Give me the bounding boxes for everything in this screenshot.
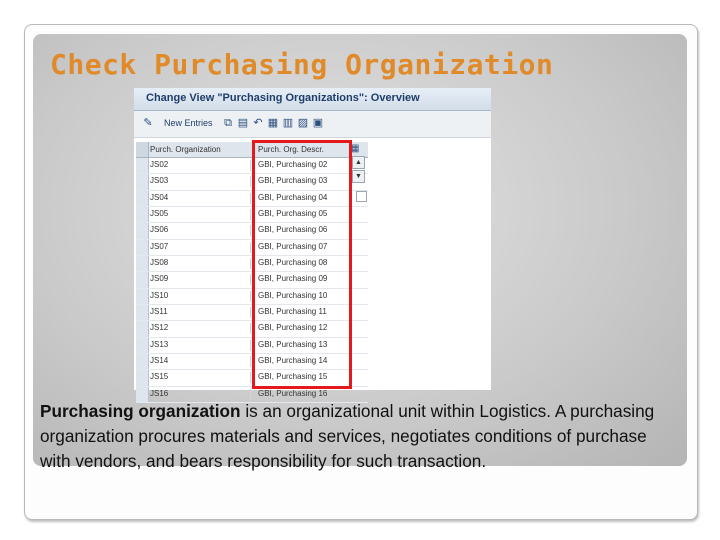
slide-title: Check Purchasing Organization <box>50 48 554 81</box>
org-descr-cell[interactable]: GBI, Purchasing 02 <box>258 160 328 169</box>
org-descr-cell[interactable]: GBI, Purchasing 16 <box>258 388 328 398</box>
org-code-cell: JS14 <box>150 356 251 367</box>
side-checkbox[interactable] <box>356 191 367 202</box>
row-selector[interactable] <box>136 191 149 206</box>
sap-window-title: Change View "Purchasing Organizations": Overview <box>146 92 420 104</box>
row-selector[interactable] <box>136 174 149 189</box>
org-code-cell: JS09 <box>150 274 251 285</box>
row-selector[interactable] <box>136 289 149 304</box>
new-entries-button[interactable]: New Entries <box>164 118 213 128</box>
org-code-cell: JS15 <box>150 372 251 383</box>
row-selector[interactable] <box>136 158 149 173</box>
new-entries-icon[interactable]: ✎ <box>143 117 153 129</box>
org-code-cell: JS04 <box>150 193 251 204</box>
org-code-cell: JS08 <box>150 258 251 269</box>
description-text: is an organizational unit within Logistics. A purchasing organization procures materials and services, negotiates conditions of purchase with vendors, and bears responsibility for such transaction. <box>40 401 655 471</box>
org-descr-cell[interactable]: GBI, Purchasing 09 <box>258 274 328 284</box>
row-selector[interactable] <box>136 256 149 271</box>
org-code-cell: JS12 <box>150 323 251 334</box>
sap-window-titlebar <box>134 88 491 111</box>
row-selector[interactable] <box>136 305 149 320</box>
description-bold-term: Purchasing organization <box>40 401 241 421</box>
delete-icon[interactable]: ▤ <box>237 117 249 129</box>
scroll-down-button[interactable]: ▼ <box>352 170 365 183</box>
org-code-cell: JS03 <box>150 176 251 187</box>
highlight-box <box>252 140 352 389</box>
org-code-cell: JS07 <box>150 242 251 253</box>
org-code-cell: JS06 <box>150 225 251 236</box>
row-selector[interactable] <box>136 321 149 336</box>
org-descr-cell[interactable]: GBI, Purchasing 07 <box>258 241 328 251</box>
org-code-cell: JS05 <box>150 209 251 220</box>
select-all-icon[interactable]: ▦ <box>267 117 279 129</box>
undo-icon[interactable]: ↶ <box>253 117 263 129</box>
org-descr-cell[interactable]: GBI, Purchasing 14 <box>258 356 328 366</box>
org-descr-cell[interactable]: GBI, Purchasing 03 <box>258 176 328 186</box>
copy-icon[interactable]: ⧉ <box>224 117 232 129</box>
org-code-cell: JS10 <box>150 291 251 302</box>
org-descr-cell[interactable]: GBI, Purchasing 10 <box>258 290 328 300</box>
slide-description <box>40 399 680 474</box>
org-descr-cell[interactable]: GBI, Purchasing 06 <box>258 225 328 235</box>
org-descr-cell[interactable]: GBI, Purchasing 15 <box>258 372 328 382</box>
org-descr-cell[interactable]: GBI, Purchasing 11 <box>258 307 327 317</box>
print-icon[interactable]: ▣ <box>312 117 324 129</box>
deselect-all-icon[interactable]: ▥ <box>282 117 294 129</box>
select-all-column[interactable] <box>136 142 149 157</box>
row-selector[interactable] <box>136 354 149 369</box>
org-descr-cell[interactable]: GBI, Purchasing 13 <box>258 339 328 349</box>
row-selector[interactable] <box>136 272 149 287</box>
scroll-up-button[interactable]: ▲ <box>352 156 365 169</box>
org-code-cell: JS13 <box>150 340 251 351</box>
org-code-cell: JS02 <box>150 160 251 171</box>
row-selector[interactable] <box>136 338 149 353</box>
org-descr-cell[interactable]: GBI, Purchasing 08 <box>258 258 328 268</box>
row-selector[interactable] <box>136 223 149 238</box>
org-code-cell: JS16 <box>150 389 251 400</box>
org-descr-cell[interactable]: GBI, Purchasing 12 <box>258 323 328 333</box>
select-block-icon[interactable]: ▨ <box>297 117 309 129</box>
sap-toolbar <box>134 111 491 138</box>
org-descr-cell[interactable]: GBI, Purchasing 05 <box>258 209 328 219</box>
row-selector[interactable] <box>136 240 149 255</box>
row-selector[interactable] <box>136 207 149 222</box>
org-code-cell: JS11 <box>150 307 251 318</box>
column-settings-icon[interactable]: ▦ <box>350 143 360 154</box>
column-header-descr[interactable]: Purch. Org. Descr. <box>258 145 324 154</box>
row-selector[interactable] <box>136 370 149 385</box>
column-header-org[interactable]: Purch. Organization <box>150 145 221 154</box>
org-descr-cell[interactable]: GBI, Purchasing 04 <box>258 192 328 202</box>
